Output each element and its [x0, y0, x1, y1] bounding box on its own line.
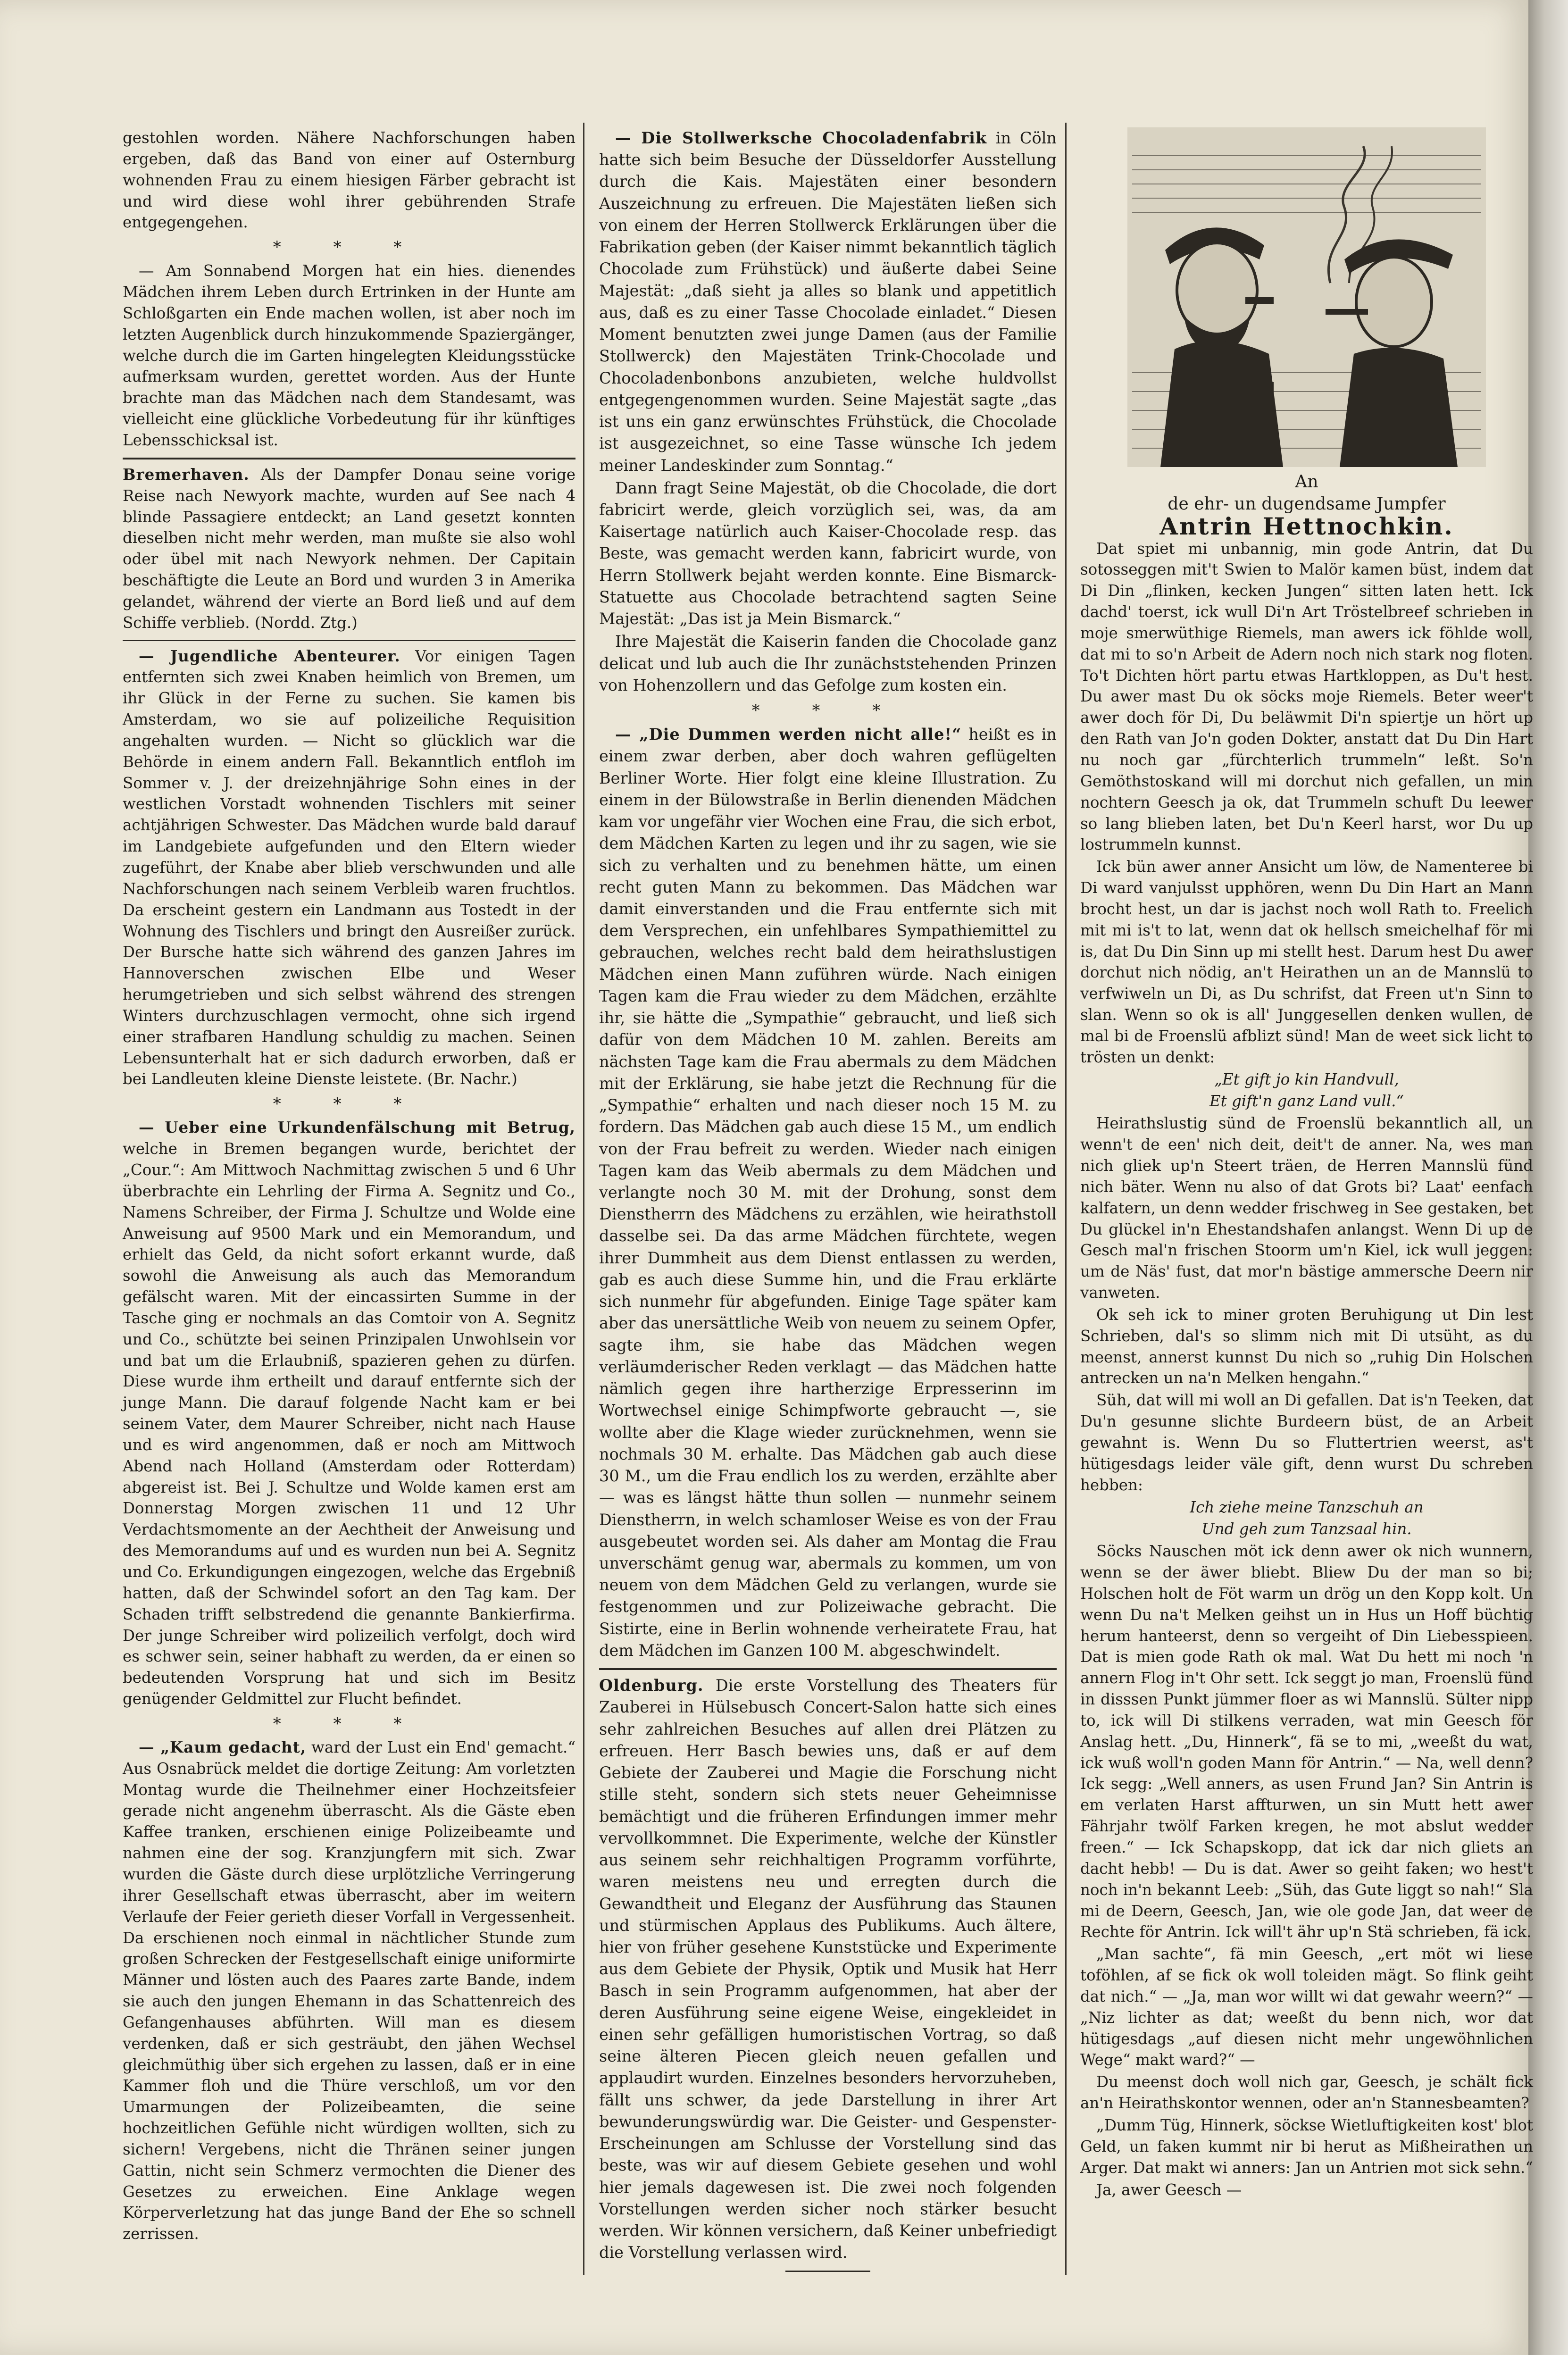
article-stolen-band: gestohlen worden. Nähere Nachforschungen haben ergeben, daß das Band von einer auf Osternburg wohnenden Frau zu einem hiesigen Färber gebracht ist und wird diese wohl ihrer gebührenden Strafe entgegengehen.	[123, 129, 575, 232]
article-body: in Cöln hatte sich beim Besuche der Düsseldorfer Ausstellung durch die Kais. Majestäten einer besondern Auszeichnung zu erfreuen. Die Majestäten ließen sich von einem der Herren Stollwerck Erklärungen über die Fabrikation geben (der Kaiser nimmt bekanntlich täglich Chocolade zum Frühstück) und äußerte dabei Seine Majestät: „daß sieht ja alles so blank und appetitlich aus, daß es zu einer Tasse Chocolade einladet.“ Diesen Moment benutzten zwei junge Damen (aus der Familie Stollwerck) den Majestäten Trink-Chocolade und Chocoladenbonbons anzubieten, welche huldvollst entgegengenommen wurden. Seine Majestät sagte „das ist uns ein ganz erwünschtes Frühstück, die Chocolade ist ausgezeichnet, so eine Tasse wünsche Ich jedem meiner Landeskinder zum Sonntag.“	[599, 129, 1057, 475]
column-right	[1080, 127, 1533, 2280]
letter-paragraph: „Man sachte“, fä min Geesch, „ert möt wi liese toföhlen, af se fick ok woll toleiden mägt. So flink geiht dat nich.“ — „Ja, man wor willt wi dat gewahr weern?“ — „Niz lichter as dat; weeßt du benn nich, wor dat hütigesdags „auf diesen nicht mehr ungewöhnlichen Wege“ makt ward?“ —	[1080, 1945, 1533, 2069]
letter-paragraph: Heirathslustig sünd de Froenslü bekanntlich all, un wenn't de een' nich deit, deit't de anner. Na, wes man nich gliek up'n Steert träen, de Herren Mannslü fünd nich bäter. Wenn nu also of dat Grots bi? Laat' eenfach kalfatern, un denn wedder frischweg in See gestaken, bet Du glückel in'n Ehestandshafen anlangst. Wenn Di up de Gesch mal'n frischen Stoorm um'n Kiel, ick wull jeggen: um de Näs' fust, dat mor'n bästige ammersche Deern nir vanweten.	[1080, 1114, 1533, 1302]
source-signature: (Br. Nachr.)	[427, 1070, 517, 1088]
end-rule	[785, 2271, 870, 2272]
separator-stars: * * *	[273, 1714, 425, 1733]
letter-paragraph: Du meenst doch woll nich gar, Geesch, je schält fick an'n Heirathskontor wennen, oder an'n Stannesbeamten?	[1080, 2073, 1533, 2113]
dedication-line-1: An	[1295, 472, 1318, 492]
separator-stars: * * *	[273, 1094, 425, 1114]
article-stollwerck-cont: Dann fragt Seine Majestät, ob die Chocolade, die dort fabricirt werde, gleich vorzüglich sei, was, da am Kaisertage natürlich auch Kaiser-Chocolade resp. das Beste, was gemacht werden kann, fabricirt wurde, von Herrn Stollwerk bejaht werden konnte. Eine Bismarck-Statuette aus Chocolade betrachtend sagten Seine Majestät: „Das ist ja Mein Bismarck.“	[599, 478, 1057, 628]
headline-adventurers: — Jugendliche Abenteurer.	[139, 646, 400, 665]
separator-stars: * * *	[751, 701, 904, 720]
article-young-adventurers	[123, 646, 575, 1090]
article-stollwerck	[599, 127, 1057, 476]
letter-paragraph: „Dumm Tüg, Hinnerk, söckse Wietluftigkeiten kost' blot Geld, un faken kummt nir bi herut as Mißheirathen un Arger. Dat makt wi anners: Jan un Antrien mot sick sehn.“	[1080, 2116, 1533, 2177]
verse-line: Et gift'n ganz Land vull.“	[1209, 1092, 1404, 1111]
article-body: heißt es in einem zwar derben, aber doch wahren geflügelten Berliner Worte. Hier folgt eine kleine Illustration. Zu einem in der Bülowstraße in Berlin dienenden Mädchen kam vor ungefähr vier Wochen eine Frau, die sich erbot, dem Mädchen Karten zu legen und ihr zu sagen, wie sie sich zu verhalten und zu benehmen hätte, um einen recht guten Mann zu bekommen. Das Mädchen war damit einverstanden und die Frau entfernte sich mit dem Versprechen, ein unfehlbares Sympathiemittel zu gebrauchen, welches recht bald dem heirathslustigen Mädchen einen Mann zuführen würde. Nach einigen Tagen kam die Frau wieder zu dem Mädchen, erzählte ihr, sie hätte die „Sympathie“ gebraucht, und ließ sich dafür von dem Mädchen 10 M. zahlen. Bereits am nächsten Tage kam die Frau abermals zu dem Mädchen mit der Erklärung, sie habe jetzt die Rechnung für die „Sympathie“ erhalten und nach dieser noch 15 M. zu fordern. Das Mädchen gab auch diese 15 M., um endlich von der Frau befreit zu werden. Wieder nach einigen Tagen kam das Weib abermals zu dem Mädchen und verlangte noch 30 M. mit der Drohung, sonst dem Dienstherrn des Mädchens zu erzählen, wie heirathstoll dasselbe sei. Da das arme Mädchen fürchtete, wegen ihrer Dummheit aus dem Dienst entlassen zu werden, gab es auch diese Summe hin, und die Frau erklärte sich nunmehr für abgefunden. Einige Tage später kam aber das unersättliche Weib von neuem zu seinem Opfer, sagte ihm, sie habe das Mädchen wegen verläumderischer Reden verklagt — das Mädchen hatte nämlich gegen ihre hartherzige Erpresserinn im Wortwechsel einige Schimpfworte gebraucht —, sie wollte aber die Klage wieder zurücknehmen, wenn sie nochmals 30 M. erhalte. Das Mädchen gab auch diese 30 M., um die Frau endlich los zu werden, erzählte aber — was es längst hätte thun sollen — nunmehr seinem Dienstherrn, in welch schamloser Weise es von der Frau ausgebeutet worden sei. Als daher am Montag die Frau unverschämt genug war, abermals zu kommen, um von neuem von dem Mädchen Geld zu verlangen, wurde sie festgenommen und zur Polizeiwache gebracht. Die Sistirte, eine in Berlin wohnende verheiratete Frau, hat dem Mädchen im Ganzen 100 M. abgeschwindelt.	[599, 725, 1057, 1660]
letter-paragraph: Dat spiet mi unbannig, min gode Antrin, dat Du sotosseggen mit't Swien to Malör kamen büst, indem dat Di Din „flinken, kecken Jungen“ sitten laten hett. Ick dachd' toerst, ick wull Di'n Art Tröstelbreef schrieben in moje smerwüthige Riemels, man awers ick föhlde woll, dat mi to so'n Arbeit de Adern noch nich stark nog floten. To't Dichten hört partu etwas Hartkloppen, as Du't hest. Du awer mast Du ok söcks moje Riemels. Beter weer't awer doch för Di, Du beläwmit Di'n spiertje un hört up den Rath van Jo'n goden Dokter, anstatt dat Du Din Hart nu noch gar „fürchterlich trummeln“ leßt. So'n Gemöthstoskand will mi dorchut nich gefallen, un min nochtern Geesch ja ok, dat Trummeln schuft Du leewer so lang blieben laten, bet Du'n Keerl harst, wor Du up lostrummeln kunnst.	[1080, 539, 1533, 854]
letter-paragraph: Ick bün awer anner Ansicht um löw, de Namenteree bi Di ward vanjulsst upphören, wenn Du Din Hart an Mann brocht hest, un dar is jachst noch woll Rath to. Freelich mit mi is't to lat, wenn dat ok hellsch smeichelhaf för mi is, dat Du Din Sinn up mi stellt hest. Darum hest Du awer dorchut nich nödig, an't Heirathen un an de Mannslü to verfwiweln un Di, as Du schrifst, dat Freen ut'n Sinn to slan. Wenn so ok is all' Junggesellen denken wullen, de mal bi de Froenslü afblizt sünd! Man de weet sick licht to trösten un denkt:	[1080, 858, 1533, 1066]
article-body: Als der Dampfer Donau seine vorige Reise nach Newyork machte, wurden auf See nach 4 blinde Passagiere entdeckt; an Land gesetzt konnten dieselben nicht mehr werden, man mußte sie also wohl oder übel mit nach Newyork nehmen. Der Capitain beschäftigte die Leute an Bord und wurden 3 in Amerika gelandet, während der vierte an Bord ließ und auf dem Schiffe verblieb.	[123, 465, 575, 632]
letter-paragraph: Ja, awer Geesch —	[1096, 2180, 1242, 2199]
section-rule	[123, 640, 575, 641]
article-oldenburg	[599, 1675, 1057, 2263]
separator-stars: * * *	[273, 238, 425, 257]
verse-line: Ich ziehe meine Tanzschuh an	[1190, 1498, 1424, 1516]
source-signature: (Nordd. Ztg.)	[254, 613, 358, 632]
article-dummen	[599, 724, 1057, 1662]
section-rule	[599, 1668, 1057, 1670]
letter-paragraph: Ok seh ick to miner groten Beruhigung ut Din lest Schrieben, dal's so slimm nich mit Di utsüht, as du meenst, annerst kunnst Du nich so „ruhig Din Holschen antrecken un na'n Melken hengahn.“	[1080, 1305, 1533, 1387]
letter-paragraph: Süh, dat will mi woll an Di gefallen. Dat is'n Teeken, dat Du'n gesunne slichte Burdeern büst, de an Arbeit gewahnt is. Wenn Du so Fluttertrien weerst, as't hütigesdags leider väle gift, denn wurst Du schreben hebben:	[1080, 1391, 1533, 1494]
article-drowning: — Am Sonnabend Morgen hat ein hies. dienendes Mädchen ihrem Leben durch Ertrinken in der Hunte am Schloßgarten ein Ende machen wollen, ist aber noch im letzten Augenblick durch hinzukommende Spaziergänger, welche durch die im Garten hingelegten Kleidungsstücke aufmerksam wurden, gerettet worden. Aus der Hunte brachte man das Mädchen nach dem Standesamt, was vielleicht eine glückliche Vorbedeutung für ihr künftiges Lebensschicksal ist.	[123, 262, 575, 449]
headline-forgery: — Ueber eine Urkundenfälschung mit Betrug,	[139, 1118, 575, 1137]
article-body: ward der Lust ein End' gemacht.“ Aus Osnabrück meldet die dortige Zeitung: Am vorletzten Montag wurde die Theilnehmer einer Hochzeitsfeier gerade nicht angenehm überrascht. Als die Gäste eben Kaffee tranken, erschienen einige Polizeibeamte und nahmen eine der sog. Kranzjungfern mit sich. Zwar wurden die Gäste durch diese urplötzliche Verringerung ihrer Gesellschaft etwas überrascht, aber im weitern Verlaufe der Feier gerieth dieser Vorfall in Vergessenheit. Da erschienen noch einmal in nächtlicher Stunde zum großen Schrecken der Festgesellschaft einige uniformirte Männer und lösten auch des Paares zarte Bande, indem sie auch den jungen Ehemann in das Schattenreich des Gefangenhauses abführten. Will man es diesem verdenken, daß er sich gesträubt, den jähen Wechsel gleichmüthig über sich ergehen zu lassen, daß er in eine Kammer floh und die Thüre verschloß, um vor den Umarmungen der Polizeibeamten, die seine hochzeitlichen Gefühle nicht würdigen wollten, sich zu sichern! Vergebens, nicht die Thränen seiner jungen Gattin, nicht sein Schmerz vermochten die Diener des Gesetzes zu erweichen. Eine Anklage wegen Körperverletzung hat das junge Band der Ehe so schnell zerrissen.	[123, 1738, 576, 2243]
verse-line: „Et gift jo kin Handvull,	[1214, 1070, 1399, 1088]
woodcut-illustration	[1127, 127, 1486, 467]
column-divider	[1065, 123, 1067, 2275]
verse-line: Und geh zum Tanzsaal hin.	[1201, 1520, 1412, 1538]
dedication-line-2: de ehr- un dugendsame Jumpfer	[1168, 494, 1446, 514]
article-bremerhaven	[123, 464, 575, 634]
column-middle	[599, 127, 1057, 2280]
headline-dummen: — „Die Dummen werden nicht alle!“	[615, 725, 962, 744]
article-stollwerck-end: Ihre Majestät die Kaiserin fanden die Chocolade ganz delicat und lub auch die Ihr zunächststehenden Prinzen von Hohenzollern und das Gefolge zum kosten ein.	[599, 632, 1057, 694]
article-body: welche in Bremen begangen wurde, berichtet der „Cour.“: Am Mittwoch Nachmittag zwischen 5 und 6 Uhr überbrachte ein Lehrling der Firma A. Segnitz und Co., Namens Schreiber, der Firma J. Schultze und Wolde eine Anweisung auf 9500 Mark und ein Memorandum, und erhielt das Geld, da nicht sofort erkannt wurde, daß sowohl die Anweisung als auch das Memorandum gefälscht waren. Mit der eincassirten Summe in der Tasche ging er nochmals an das Comtoir von A. Segnitz und Co., schützte bei seinen Prinzipalen Unwohlsein vor und bat um die Erlaubniß, spazieren gehen zu dürfen. Diese wurde ihm ertheilt und darauf entfernte sich der junge Mann. Die darauf folgende Nacht kam er bei seinem Vater, dem Maurer Schreiber, nicht nach Hause und es wird angenommen, daß er noch am Mittwoch Abend nach Holland (Amsterdam oder Rotterdam) abgereist ist. Bei J. Schultze und Wolde kamen erst am Donnerstag Morgen zwischen 11 und 12 Uhr Verdachtsmomente an der Aechtheit der Anweisung und des Memorandums auf und es wurden nun bei A. Segnitz und Co. Erkundigungen eingezogen, welche das Ergebniß hatten, daß der Schwindel sofort an den Tag kam. Der Schaden trifft selbstredend die genannte Bankierfirma. Der junge Schreiber wird polizeilich verfolgt, doch wird es schwer sein, seiner habhaft zu werden, da er einen so bedeutenden Vorsprung hat und sich im Besitz genügender Geldmittel zur Flucht befindet.	[123, 1140, 575, 1708]
article-forgery	[123, 1117, 575, 1710]
headline-oldenburg: Oldenburg.	[599, 1676, 704, 1695]
section-rule	[123, 458, 575, 459]
headline-wedding: — „Kaum gedacht,	[139, 1737, 307, 1756]
article-wedding	[123, 1737, 575, 2245]
headline-stollwerck: — Die Stollwerksche Chocoladenfabrik	[615, 129, 987, 147]
page-edge	[1528, 0, 1568, 2355]
headline-bremerhaven: Bremerhaven.	[123, 465, 250, 484]
letter-title: Antrin Hettnochkin.	[1159, 512, 1454, 540]
article-body: Vor einigen Tagen entfernten sich zwei Knaben heimlich von Bremen, um ihr Glück in der Ferne zu suchen. Sie kamen bis Amsterdam, wo sie auf polizeiliche Requisition angehalten wurden. — Nicht so glücklich war die Behörde in einem andern Fall. Bekanntlich entfloh im Sommer v. J. der dreizehnjährige Sohn eines in der westlichen Vorstadt wohnenden Tischlers mit seiner achtjährigen Schwester. Das Mädchen wurde bald darauf im Landgebiete aufgefunden und den Eltern wieder zugeführt, der Knabe aber blieb verschwunden und alle Nachforschungen nach seinem Verbleib waren fruchtlos. Da erscheint gestern ein Landmann aus Tostedt in der Wohnung des Tischlers und bringt den Ausreißer zurück. Der Bursche hatte sich während des ganzen Jahres im Hannoverschen zwischen Elbe und Weser herumgetrieben und sich selbst während des strengen Winters durchzuschlagen vermocht, ohne sich irgend einer strafbaren Handlung schuldig zu machen. Seinen Lebensunterhalt hat er sich dadurch erworben, daß er bei Landleuten kleine Dienste leistete.	[123, 647, 575, 1088]
column-divider	[583, 123, 584, 2275]
article-body: Die erste Vorstellung des Theaters für Zauberei in Hülsebusch Concert-Salon hatte sich eines sehr zahlreichen Besuches auf allen drei Plätzen zu erfreuen. Herr Basch bewies uns, daß er auf dem Gebiete der Zauberei und Magie die Forschung nicht stille steht, sondern sich stets neuer Geheimnisse bemächtigt und die früheren Erfindungen immer mehr vervollkommnet. Die Experimente, welche der Künstler aus seinem sehr reichhaltigen Programm vorführte, waren meistens neu und erregten durch die Gewandtheit und Eleganz der Ausführung das Staunen und stürmischen Applaus des Publikums. Auch ältere, hier von früher gesehene Kunststücke und Experimente aus dem Gebiete der Physik, Optik und Musik hat Herr Basch in sein Programm aufgenommen, hat aber der deren Ausführung seine eigene Weise, eingekleidet in einen sehr gefälligen humoristischen Vortrag, so daß seine älteren Piecen gleich neuen gefallen und applaudirt wurden. Einzelnes besonders hervorzuheben, fällt uns schwer, da jede Darstellung in ihrer Art bewunderungswürdig war. Die Geister- und Gespenster-Erscheinungen am Schlusse der Vorstellung sind das beste, was wir auf diesem Gebiete gesehen und wohl hier jemals dagewesen ist. Die zwei noch folgenden Vorstellungen werden sicher noch stärker besucht werden. Wir können versichern, daß Keiner unbefriedigt die Vorstellung verlassen wird.	[599, 1676, 1057, 2262]
column-left	[123, 127, 575, 2280]
illustration-two-smokers	[1127, 127, 1486, 467]
letter-paragraph: Söcks Nauschen möt ick denn awer ok nich wunnern, wenn se der äwer bliebt. Bliew Du der man so bi; Holschen holt de Föt warm un drög un den Kopp kolt. Un wenn Du na't Melken geihst un in Hus un Hoff büchtig herum hanteerst, denn so vergeiht of Din Liebesspieen. Dat is mien gode Rath ok mal. Wat Du hett mi noch 'n annern Flog in't Ohr sett. Ick seggt jo man, Froenslü fünd in disssen Punkt jümmer floer as wi Mannslü. Sülter nipp to, ick will Di stilkens verraden, wat min Geesch för Anslag hett. „Du, Hinnerk“, fä se to mi, „weeßt du wat, ick wuß woll'n goden Mann för Antrin.“ — Na, well denn? Ick segg: „Well anners, as usen Frund Jan? Sin Antrin is em verlaten Harst affturwen, un sin Mutt hett awer Fährjahr twölf Farken kregen, he mot abslut wedder freen.“ — Ick Schapskopp, dat ick dar nich gliets an dacht hebb! — Du is dat. Awer so geiht faken; wo hest't noch in'n bekannt Leeb: „Süh, das Gute liggt so nah!“ Sla mi de Deern, Geesch, Jan, wie ole gode Jan, dat weer de Rechte för Antrin. Ick will't ähr up'n Stä schrieben, fä ick.	[1080, 1542, 1533, 1941]
